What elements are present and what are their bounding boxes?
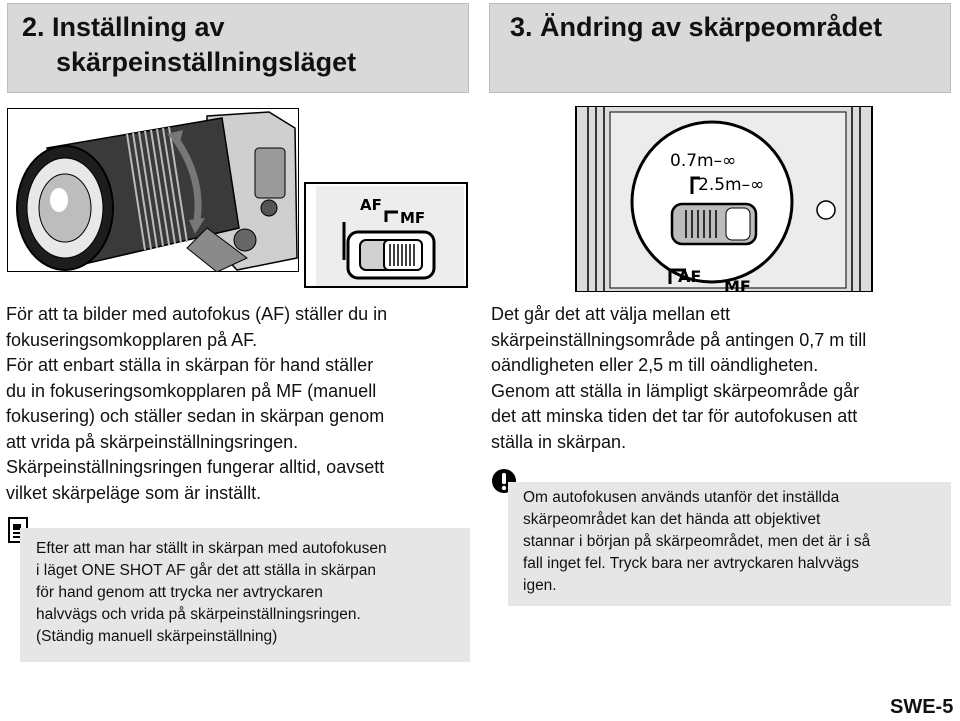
text-line: oändligheten eller 2,5 m till oändligheten. bbox=[491, 355, 819, 375]
text-line: du in fokuseringsomkopplaren på MF (manuell bbox=[6, 380, 377, 401]
range-af-label: AF bbox=[678, 267, 702, 286]
right-body-text bbox=[491, 302, 951, 455]
text-line: För att ta bilder med autofokus (AF) ställer du in bbox=[6, 304, 388, 324]
left-body-text bbox=[6, 302, 466, 506]
heading-line-1: 2. Inställning av bbox=[22, 12, 225, 42]
note-line: (Ständig manuell skärpeinställning) bbox=[36, 628, 278, 645]
text-line: vilket skärpeläge som är inställt. bbox=[6, 482, 262, 503]
text-line: fokuseringsomkopplaren på AF. bbox=[6, 329, 258, 350]
note-line: Om autofokusen används utanför det inställda bbox=[523, 489, 840, 506]
section-2-heading bbox=[7, 3, 469, 93]
range-mf-label: MF bbox=[724, 277, 751, 292]
text-line: Skärpeinställningsringen fungerar alltid, oavsett bbox=[6, 457, 385, 477]
text-line: det att minska tiden det tar för autofokusen att bbox=[491, 406, 858, 426]
text-line: fokusering) och ställer sedan in skärpan genom bbox=[6, 406, 385, 426]
focus-range-switch-illustration bbox=[574, 106, 874, 292]
note-line: skärpeområdet kan det hända att objektivet bbox=[523, 511, 821, 528]
lens-illustration bbox=[7, 108, 299, 272]
memo-note-box bbox=[20, 528, 470, 662]
range-label-1: 0.7m–∞ bbox=[670, 151, 737, 171]
note-line: halvvägs och vrida på skärpeinställningsringen. bbox=[36, 606, 361, 623]
range-label-2: 2.5m–∞ bbox=[698, 175, 765, 195]
text-line: ställa in skärpan. bbox=[491, 431, 627, 452]
text-line: Det går det att välja mellan ett bbox=[491, 304, 731, 324]
note-line: igen. bbox=[523, 577, 557, 594]
caution-note-text bbox=[523, 487, 948, 597]
text-line: För att enbart ställa in skärpan för hand ställer bbox=[6, 355, 374, 375]
note-line: fall inget fel. Tryck bara ner avtryckaren halvvägs bbox=[523, 555, 859, 572]
note-line: för hand genom att trycka ner avtryckaren bbox=[36, 584, 323, 601]
note-line: Efter att man har ställt in skärpan med autofokusen bbox=[36, 540, 387, 557]
text-line: skärpeinställningsområde på antingen 0,7 m till bbox=[491, 329, 867, 350]
memo-note-text bbox=[36, 538, 464, 648]
note-line: i läget ONE SHOT AF går det att ställa in skärpan bbox=[36, 562, 377, 579]
text-line: att vrida på skärpeinställningsringen. bbox=[6, 431, 299, 452]
page-number: SWE-5 bbox=[890, 696, 954, 718]
note-line: stannar i början på skärpeområdet, men det är i så bbox=[523, 533, 871, 550]
section-3-heading bbox=[489, 3, 951, 93]
text-line: Genom att ställa in lämpligt skärpeområde går bbox=[491, 380, 860, 401]
heading-text: 3. Ändring av skärpeområdet bbox=[510, 12, 883, 42]
caution-note-box bbox=[508, 482, 951, 606]
switch-mf-label: MF bbox=[400, 209, 426, 227]
switch-af-label: AF bbox=[360, 196, 382, 214]
focus-mode-switch-illustration bbox=[304, 182, 468, 288]
heading-line-2: skärpeinställningsläget bbox=[56, 47, 357, 77]
